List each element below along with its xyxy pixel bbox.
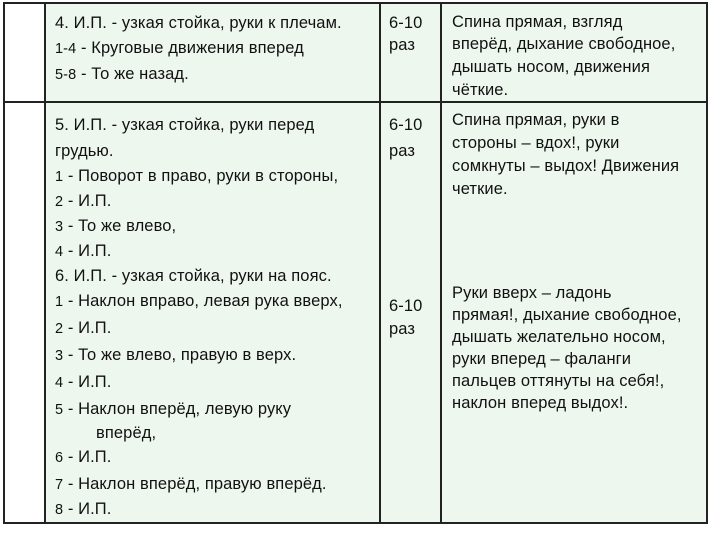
dose-unit: раз [389, 320, 416, 338]
exercise-line [55, 266, 332, 286]
table-border-left [3, 2, 5, 524]
exercise-line [55, 216, 176, 237]
table-divider-dose [440, 2, 442, 524]
notes-line: наклон вперед выдох!. [452, 394, 629, 412]
step-number: 2 [55, 321, 64, 337]
exercise-line [55, 241, 111, 262]
exercise-text: - И.П. [63, 373, 112, 391]
step-number: 3 [55, 348, 64, 364]
table-border-top [3, 2, 708, 4]
notes-line: прямая!, дыхание свободное, [452, 306, 682, 324]
exercise-text: - То же влево, [63, 217, 177, 235]
step-number: 3 [55, 219, 64, 235]
notes-line: Спина прямая, руки в [452, 111, 620, 129]
exercise-text: - И.П. [63, 448, 112, 466]
exercise-text: - Поворот в право, руки в стороны, [63, 167, 339, 185]
notes-line: дышать носом, движения [452, 58, 650, 76]
step-number: 8 [55, 502, 64, 518]
exercise-text: - И.П. [63, 319, 112, 337]
dose-value: 6-10 [389, 297, 423, 315]
step-number: 7 [55, 477, 64, 493]
exercise-text: - Наклон вперёд, левую руку [63, 400, 292, 418]
notes-line: дышать желательно носом, [452, 328, 666, 346]
exercise-number: 5. [55, 116, 69, 134]
exercise-line [55, 141, 114, 161]
exercise-text: - То же влево, правую в верх. [63, 346, 297, 364]
exercise-line [55, 474, 327, 495]
table-border-right [706, 2, 708, 524]
step-number: 6 [55, 450, 64, 466]
exercise-text: И.П. - узкая стойка, руки к плечам. [68, 14, 342, 32]
exercise-line [55, 115, 314, 135]
notes-line: стороны – вдох!, руки [452, 134, 620, 152]
step-number: 4 [55, 244, 64, 260]
dose-unit: раз [389, 36, 416, 54]
exercise-line [55, 345, 296, 366]
exercise-line [55, 38, 304, 59]
exercise-line [55, 399, 291, 420]
exercise-line [55, 447, 111, 468]
exercise-text: грудью. [55, 142, 114, 160]
exercise-text: - И.П. [63, 192, 112, 210]
exercise-text: И.П. - узкая стойка, руки на пояс. [68, 267, 332, 285]
notes-line: Спина прямая, взгляд [452, 13, 623, 31]
notes-line: чёткие. [452, 81, 509, 99]
row-divider [3, 101, 708, 103]
notes-line: сомкнуты – выдох! Движения [452, 157, 680, 175]
exercise-line [55, 13, 342, 33]
count-range: 5-8 [55, 67, 77, 83]
exercise-text: - То же назад. [76, 65, 189, 83]
exercise-text: - Наклон вправо, левая рука вверх, [63, 292, 343, 310]
notes-line: руки вперед – фаланги [452, 350, 632, 368]
table-divider-exercise [379, 2, 381, 524]
table-border-bottom [3, 522, 708, 524]
notes-line: пальцев оттянуты на себя!, [452, 372, 665, 390]
exercise-line [55, 318, 111, 339]
exercise-line [55, 191, 111, 212]
exercise-line [55, 64, 189, 85]
exercise-line [55, 291, 343, 312]
exercise-text: И.П. - узкая стойка, руки перед [68, 116, 315, 134]
exercise-text: - Круговые движения вперед [76, 39, 304, 57]
dose-value: 6-10 [389, 116, 423, 134]
dose-unit: раз [389, 142, 416, 160]
dose-value: 6-10 [389, 14, 423, 32]
exercise-line [96, 423, 156, 443]
step-number: 2 [55, 194, 64, 210]
exercise-number: 6. [55, 267, 69, 285]
exercise-line [55, 499, 111, 520]
exercise-text: - Наклон вперёд, правую вперёд. [63, 475, 327, 493]
step-number: 1 [55, 169, 64, 185]
exercise-line [55, 166, 338, 187]
step-number: 4 [55, 375, 64, 391]
notes-line: вперёд, дыхание свободное, [452, 35, 676, 53]
count-range: 1-4 [55, 41, 77, 57]
exercise-text: вперёд, [96, 424, 157, 442]
notes-line: Руки вверх – ладонь [452, 284, 612, 302]
step-number: 1 [55, 294, 64, 310]
table-divider-left [44, 2, 46, 524]
notes-line: четкие. [452, 180, 508, 198]
exercise-text: - И.П. [63, 500, 112, 518]
exercise-number: 4. [55, 14, 69, 32]
exercise-text: - И.П. [63, 242, 112, 260]
step-number: 5 [55, 402, 64, 418]
exercise-line [55, 372, 111, 393]
